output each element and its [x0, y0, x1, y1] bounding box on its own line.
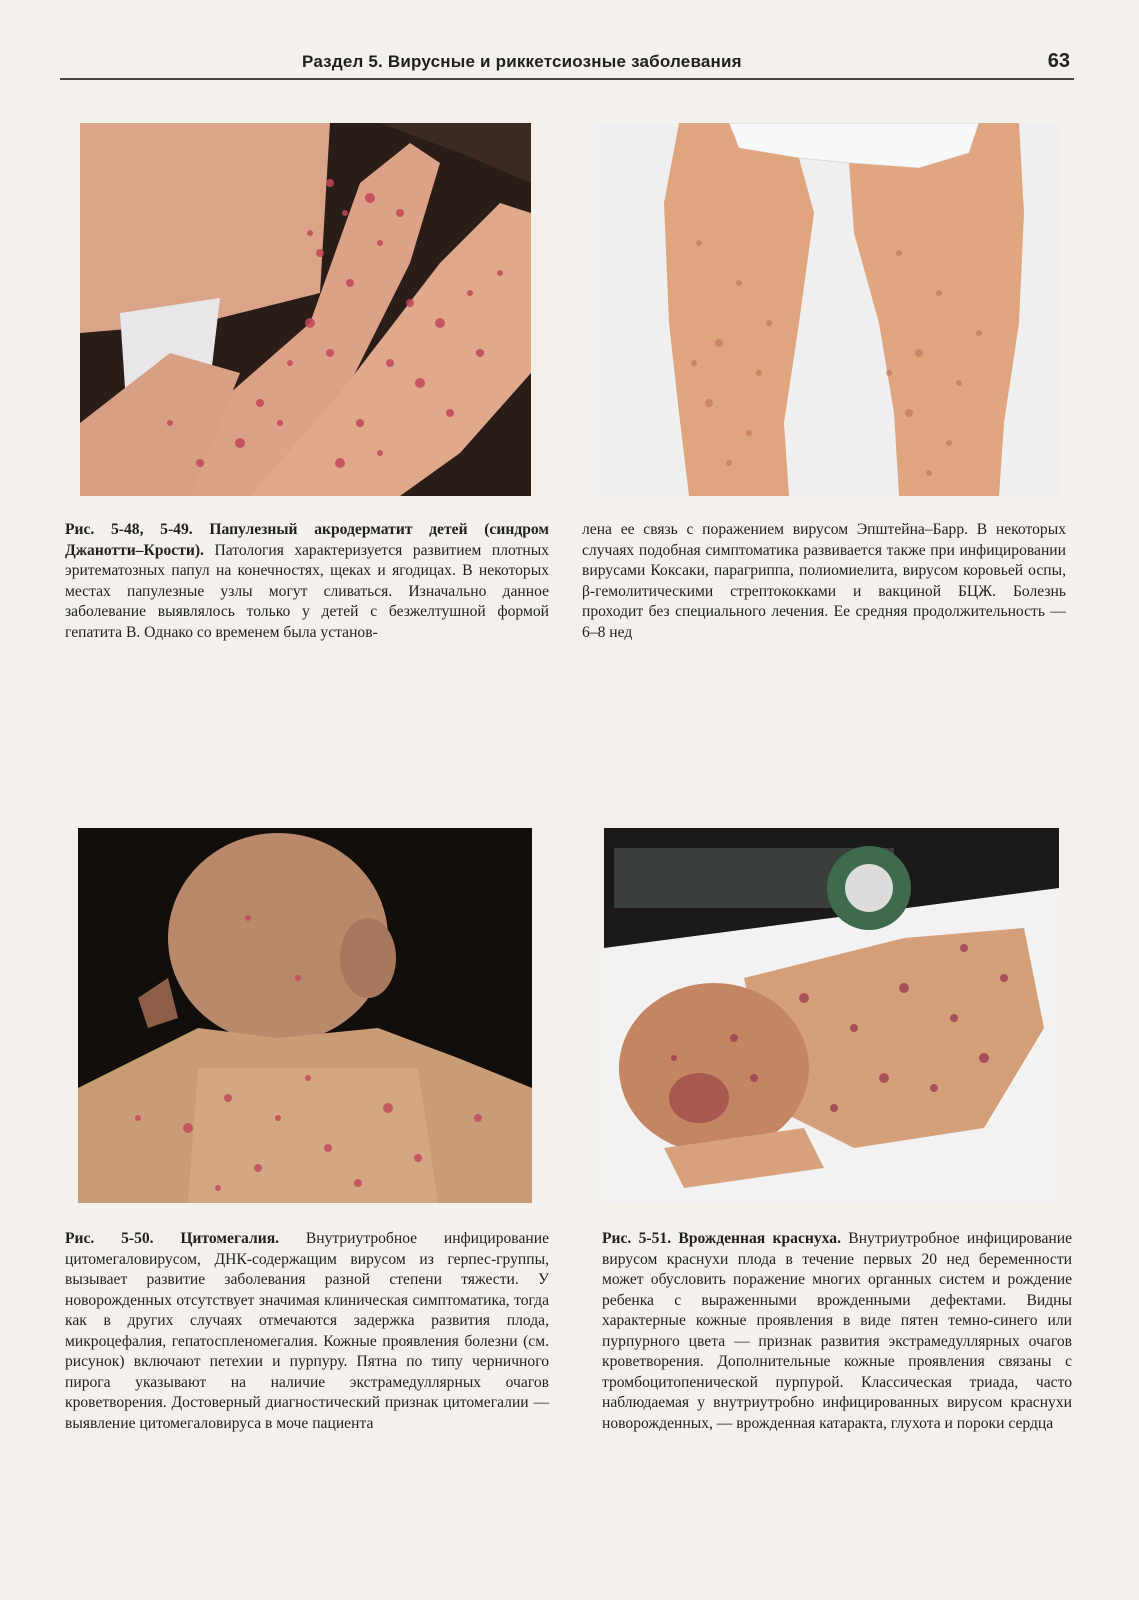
caption-text: Внутриутробное инфицирование вирусом краснухи плода в течение первых 20 нед беременности может обусловить поражение многих органных систем и рождение ребенка с выраженными врожденными дефектами. Видны характерные кожные проявления в виде пятен темно-синего или пурпурного цвета — признак развития экстрамедуллярных очагов кроветворения. Дополнительные кожные проявления связаны с тромбоцитопенической пурпурой. Классическая триада, часто наблюдаемая у внутриутробно инфицированных вирусом краснухи новорожденных, — врожденная катаракта, глухота и пороки сердца [602, 1230, 1072, 1432]
running-header [60, 48, 1074, 80]
photo-fig-5-49-legs-rash [599, 123, 1059, 496]
photo-fig-5-48-arms-rash [80, 123, 531, 496]
caption-fig-5-50 [65, 1229, 549, 1434]
page-number: 63 [1047, 50, 1070, 72]
caption-fig-5-48-49-right [582, 520, 1066, 643]
photo-fig-5-51-rubella-newborn [604, 828, 1059, 1203]
caption-fig-5-51 [602, 1229, 1072, 1434]
caption-fig-5-48-49-left [65, 520, 549, 643]
caption-text: лена ее связь с поражением вирусом Эпштейна–Барр. В некоторых случаях подобная симптоматика развивается также при инфицировании вирусами Коксаки, парагриппа, полиомиелита, вирусом коровьей оспы, β-гемолитическими стрептококками и вакциной БЦЖ. Болезнь проходит без специального лечения. Ее средняя продолжительность — 6–8 нед [582, 521, 1066, 641]
caption-label: Рис. 5-51. Врожденная краснуха. [602, 1230, 841, 1247]
section-title: Раздел 5. Вирусные и риккетсиозные заболевания [302, 52, 742, 71]
caption-label: Рис. 5-50. Цитомегалия. [65, 1230, 280, 1247]
photo-fig-5-50-cytomegaly-infant [78, 828, 532, 1203]
caption-text: Внутриутробное инфицирование цитомегаловирусом, ДНК-содержащим вирусом из герпес-группы, вызывает развитие заболевания разной степени тяжести. У новорожденных отсутствует значимая клиническая симптоматика, тогда как в других случаях отмечаются задержка развития плода, микроцефалия, гепатоспленомегалия. Кожные проявления болезни (см. рисунок) включают петехии и пурпуру. Пятна по типу черничного пирога указывают на наличие экстрамедуллярных очагов кроветворения. Достоверный диагностический признак цитомегалии — выявление цитомегаловируса в моче пациента [65, 1230, 549, 1432]
caption-text: Патология характеризуется развитием плотных эритематозных папул на конечностях, щеках и ягодицах. В некоторых местах папулезные узлы могут сливаться. Изначально данное заболевание выявлялось только у детей с безжелтушной формой гепатита В. Однако со временем была установ- [65, 541, 549, 641]
caption-label: Рис. 5-48, 5-49. Папулезный акродерматит детей (синдром Джанотти–Крости). [65, 521, 549, 559]
